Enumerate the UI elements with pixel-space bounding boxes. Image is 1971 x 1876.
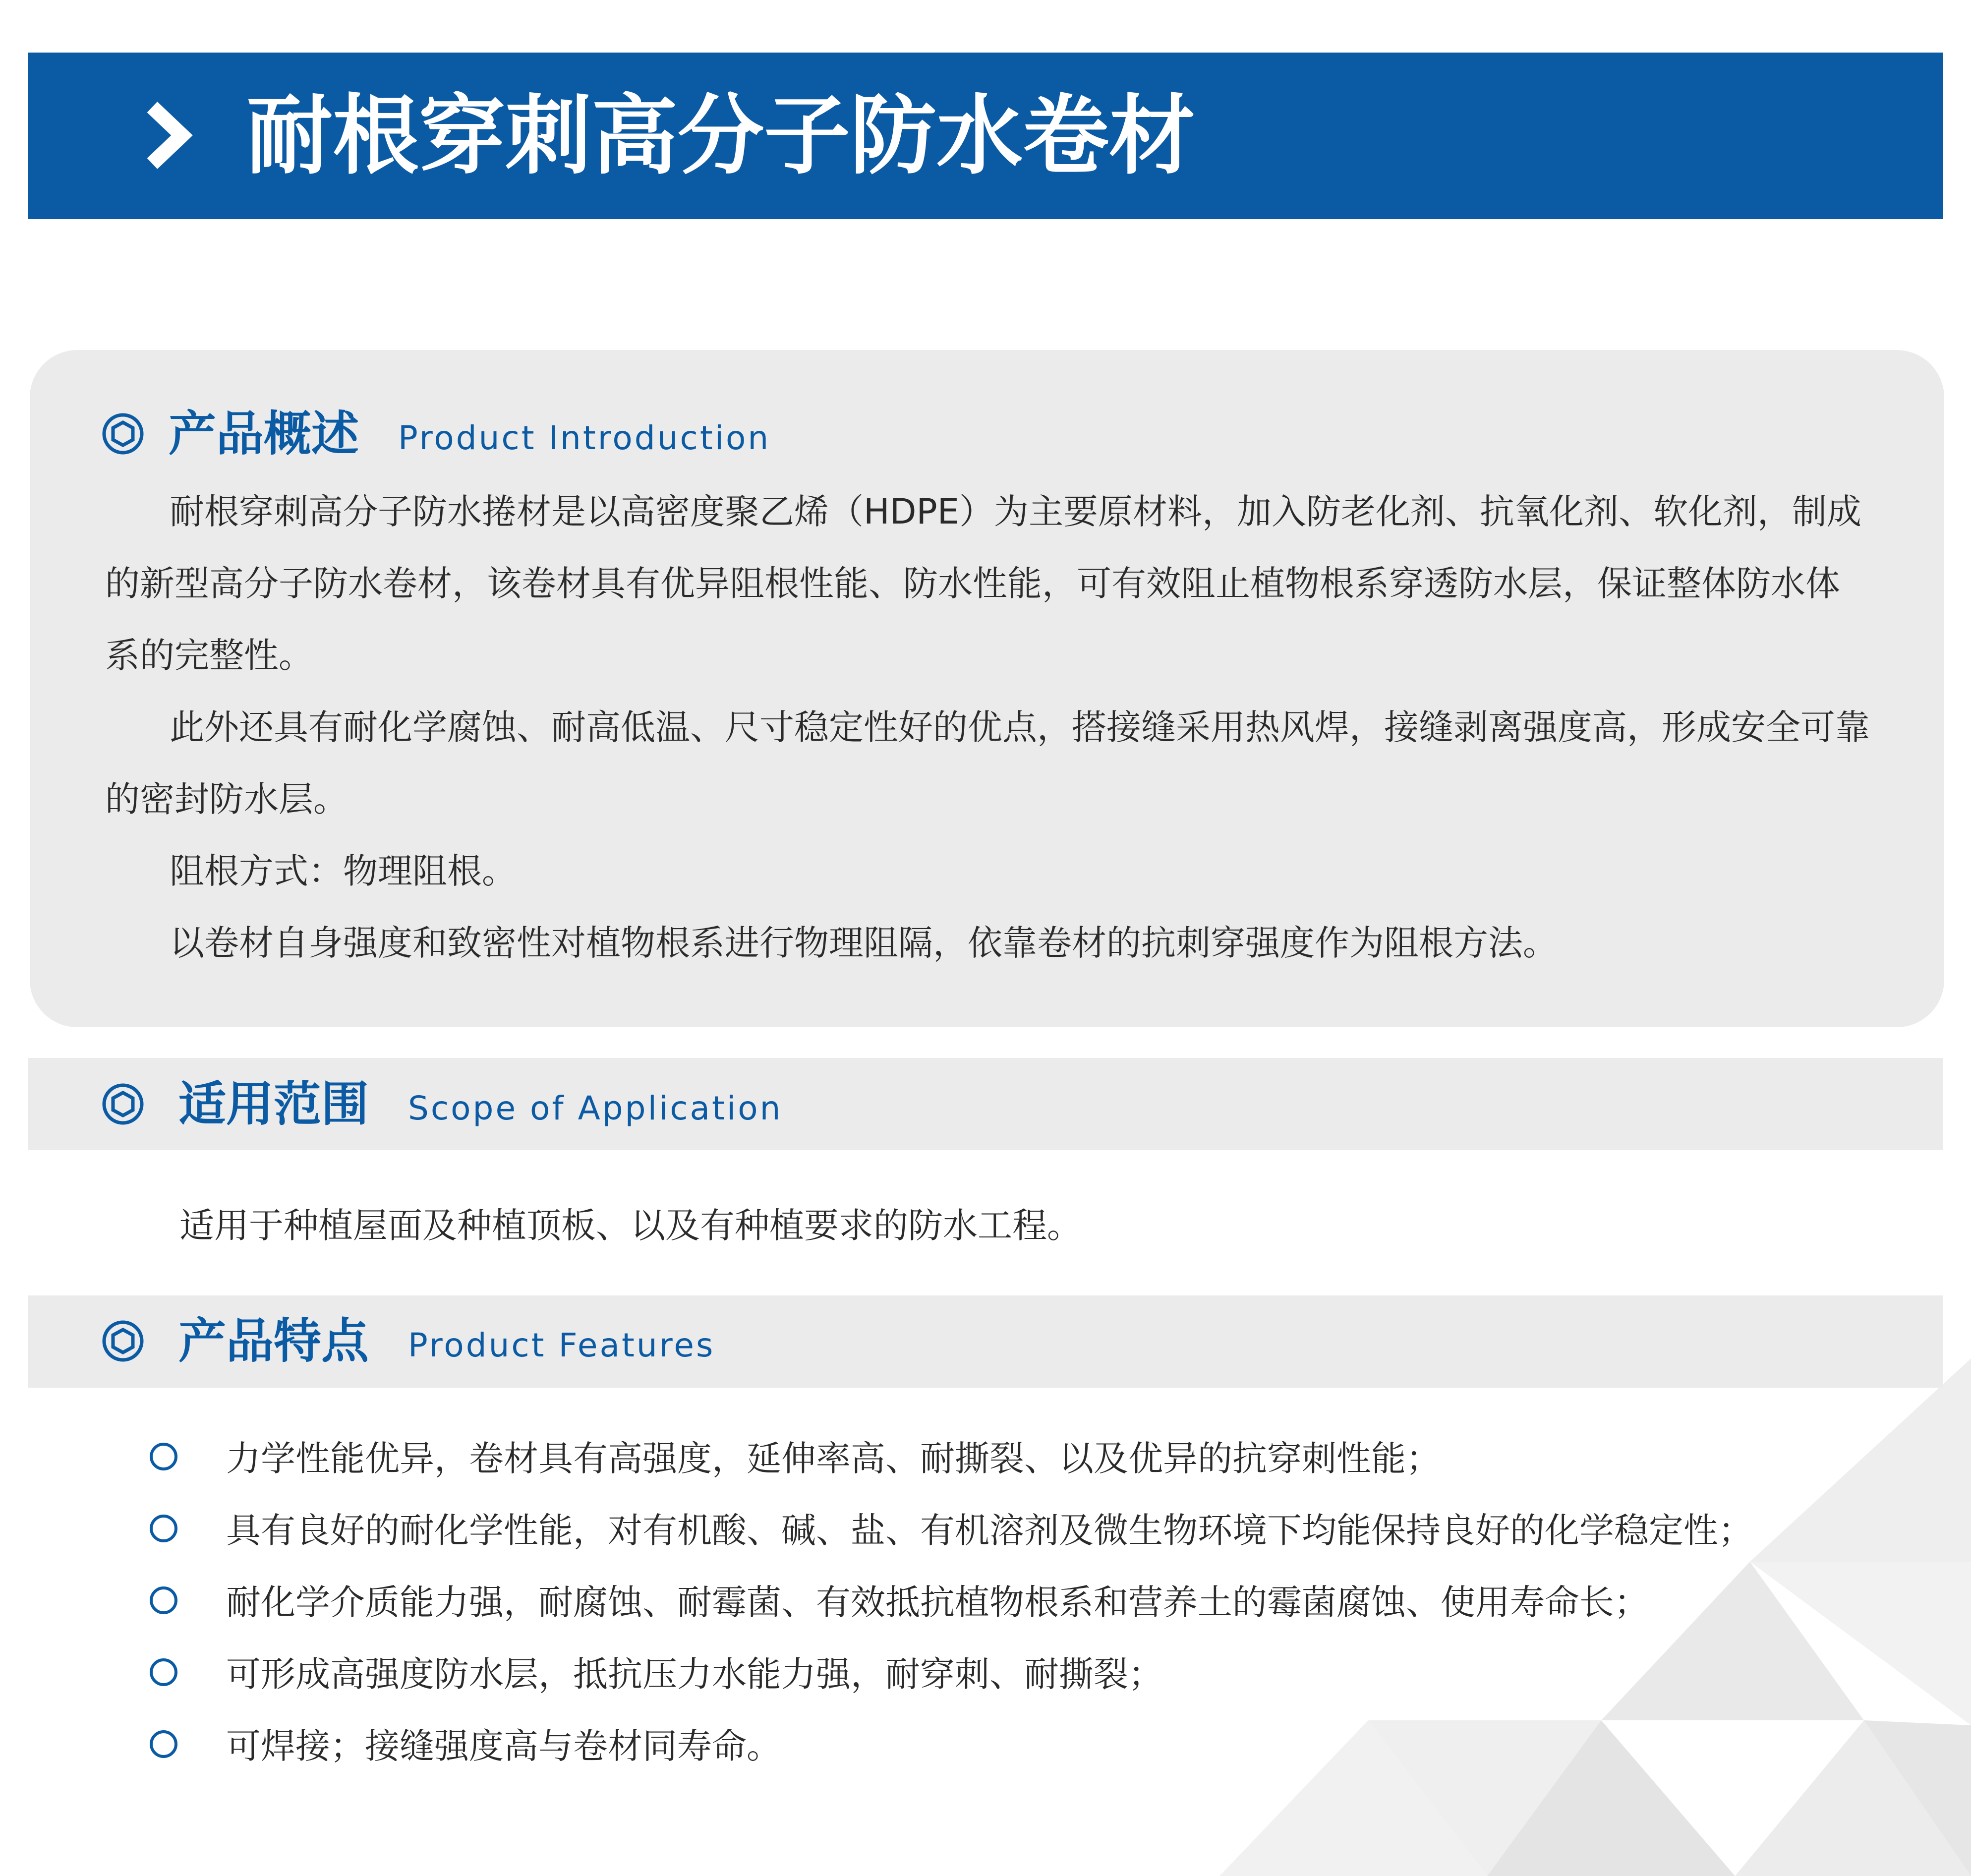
- section-heading-introduction: [102, 402, 845, 466]
- section-title-cn: 适用范围: [178, 1076, 369, 1132]
- page-title: 耐根穿刺高分子防水卷材: [246, 85, 1196, 186]
- circle-bullet-icon: [150, 1658, 177, 1686]
- feature-text: 具有良好的耐化学性能，对有机酸、碱、盐、有机溶剂及微生物环境下均能保持良好的化学稳定性；: [226, 1510, 1753, 1551]
- feature-text: 耐化学介质能力强，耐腐蚀、耐霉菌、有效抵抗植物根系和营养土的霉菌腐蚀、使用寿命长；: [226, 1582, 1649, 1623]
- intro-paragraph: 耐根穿刺高分子防水捲材是以高密度聚乙烯（HDPE）为主要原材料，加入防老化剂、抗氧化剂、软化剂，制成的新型高分子防水卷材，该卷材具有优异阻根性能、防水性能，可有效阻止植物根系穿透防水层，保证整体防水体系的完整性。: [105, 491, 1861, 676]
- intro-paragraph: 阻根方式：物理阻根。: [170, 851, 517, 891]
- feature-list: [144, 1423, 1829, 1782]
- list-item: [144, 1423, 1829, 1495]
- target-circle-icon: [102, 412, 144, 455]
- target-circle-icon: [102, 1320, 144, 1362]
- list-item: [144, 1710, 1829, 1782]
- circle-bullet-icon: [150, 1443, 177, 1470]
- feature-text: 可焊接；接缝强度高与卷材同寿命。: [226, 1726, 781, 1766]
- target-circle-icon: [102, 1083, 144, 1125]
- feature-text: 可形成高强度防水层，抵抗压力水能力强，耐穿刺、耐撕裂；: [226, 1654, 1163, 1695]
- scope-text: 适用于种植屋面及种植顶板、以及有种植要求的防水工程。: [179, 1205, 1082, 1246]
- section-title-en: Product Introduction: [398, 419, 771, 457]
- section-heading-features: [102, 1309, 845, 1373]
- circle-bullet-icon: [150, 1730, 177, 1758]
- intro-paragraph: 以卷材自身强度和致密性对植物根系进行物理阻隔，依靠卷材的抗刺穿强度作为阻根方法。: [170, 923, 1558, 963]
- section-title-cn: 产品特点: [178, 1313, 369, 1369]
- circle-bullet-icon: [150, 1515, 177, 1542]
- section-title-cn: 产品概述: [169, 406, 359, 462]
- list-item: [144, 1567, 1829, 1639]
- section-title-en: Product Features: [408, 1326, 715, 1364]
- feature-text: 力学性能优异，卷材具有高强度，延伸率高、耐撕裂、以及优异的抗穿刺性能；: [226, 1438, 1441, 1479]
- list-item: [144, 1639, 1829, 1710]
- section-title-en: Scope of Application: [408, 1089, 783, 1127]
- list-item: [144, 1495, 1829, 1567]
- section-heading-scope: [102, 1072, 895, 1136]
- intro-paragraph: 此外还具有耐化学腐蚀、耐高低温、尺寸稳定性好的优点，搭接缝采用热风焊，接缝剥离强度高，形成安全可靠的密封防水层。: [105, 707, 1870, 820]
- circle-bullet-icon: [150, 1586, 177, 1614]
